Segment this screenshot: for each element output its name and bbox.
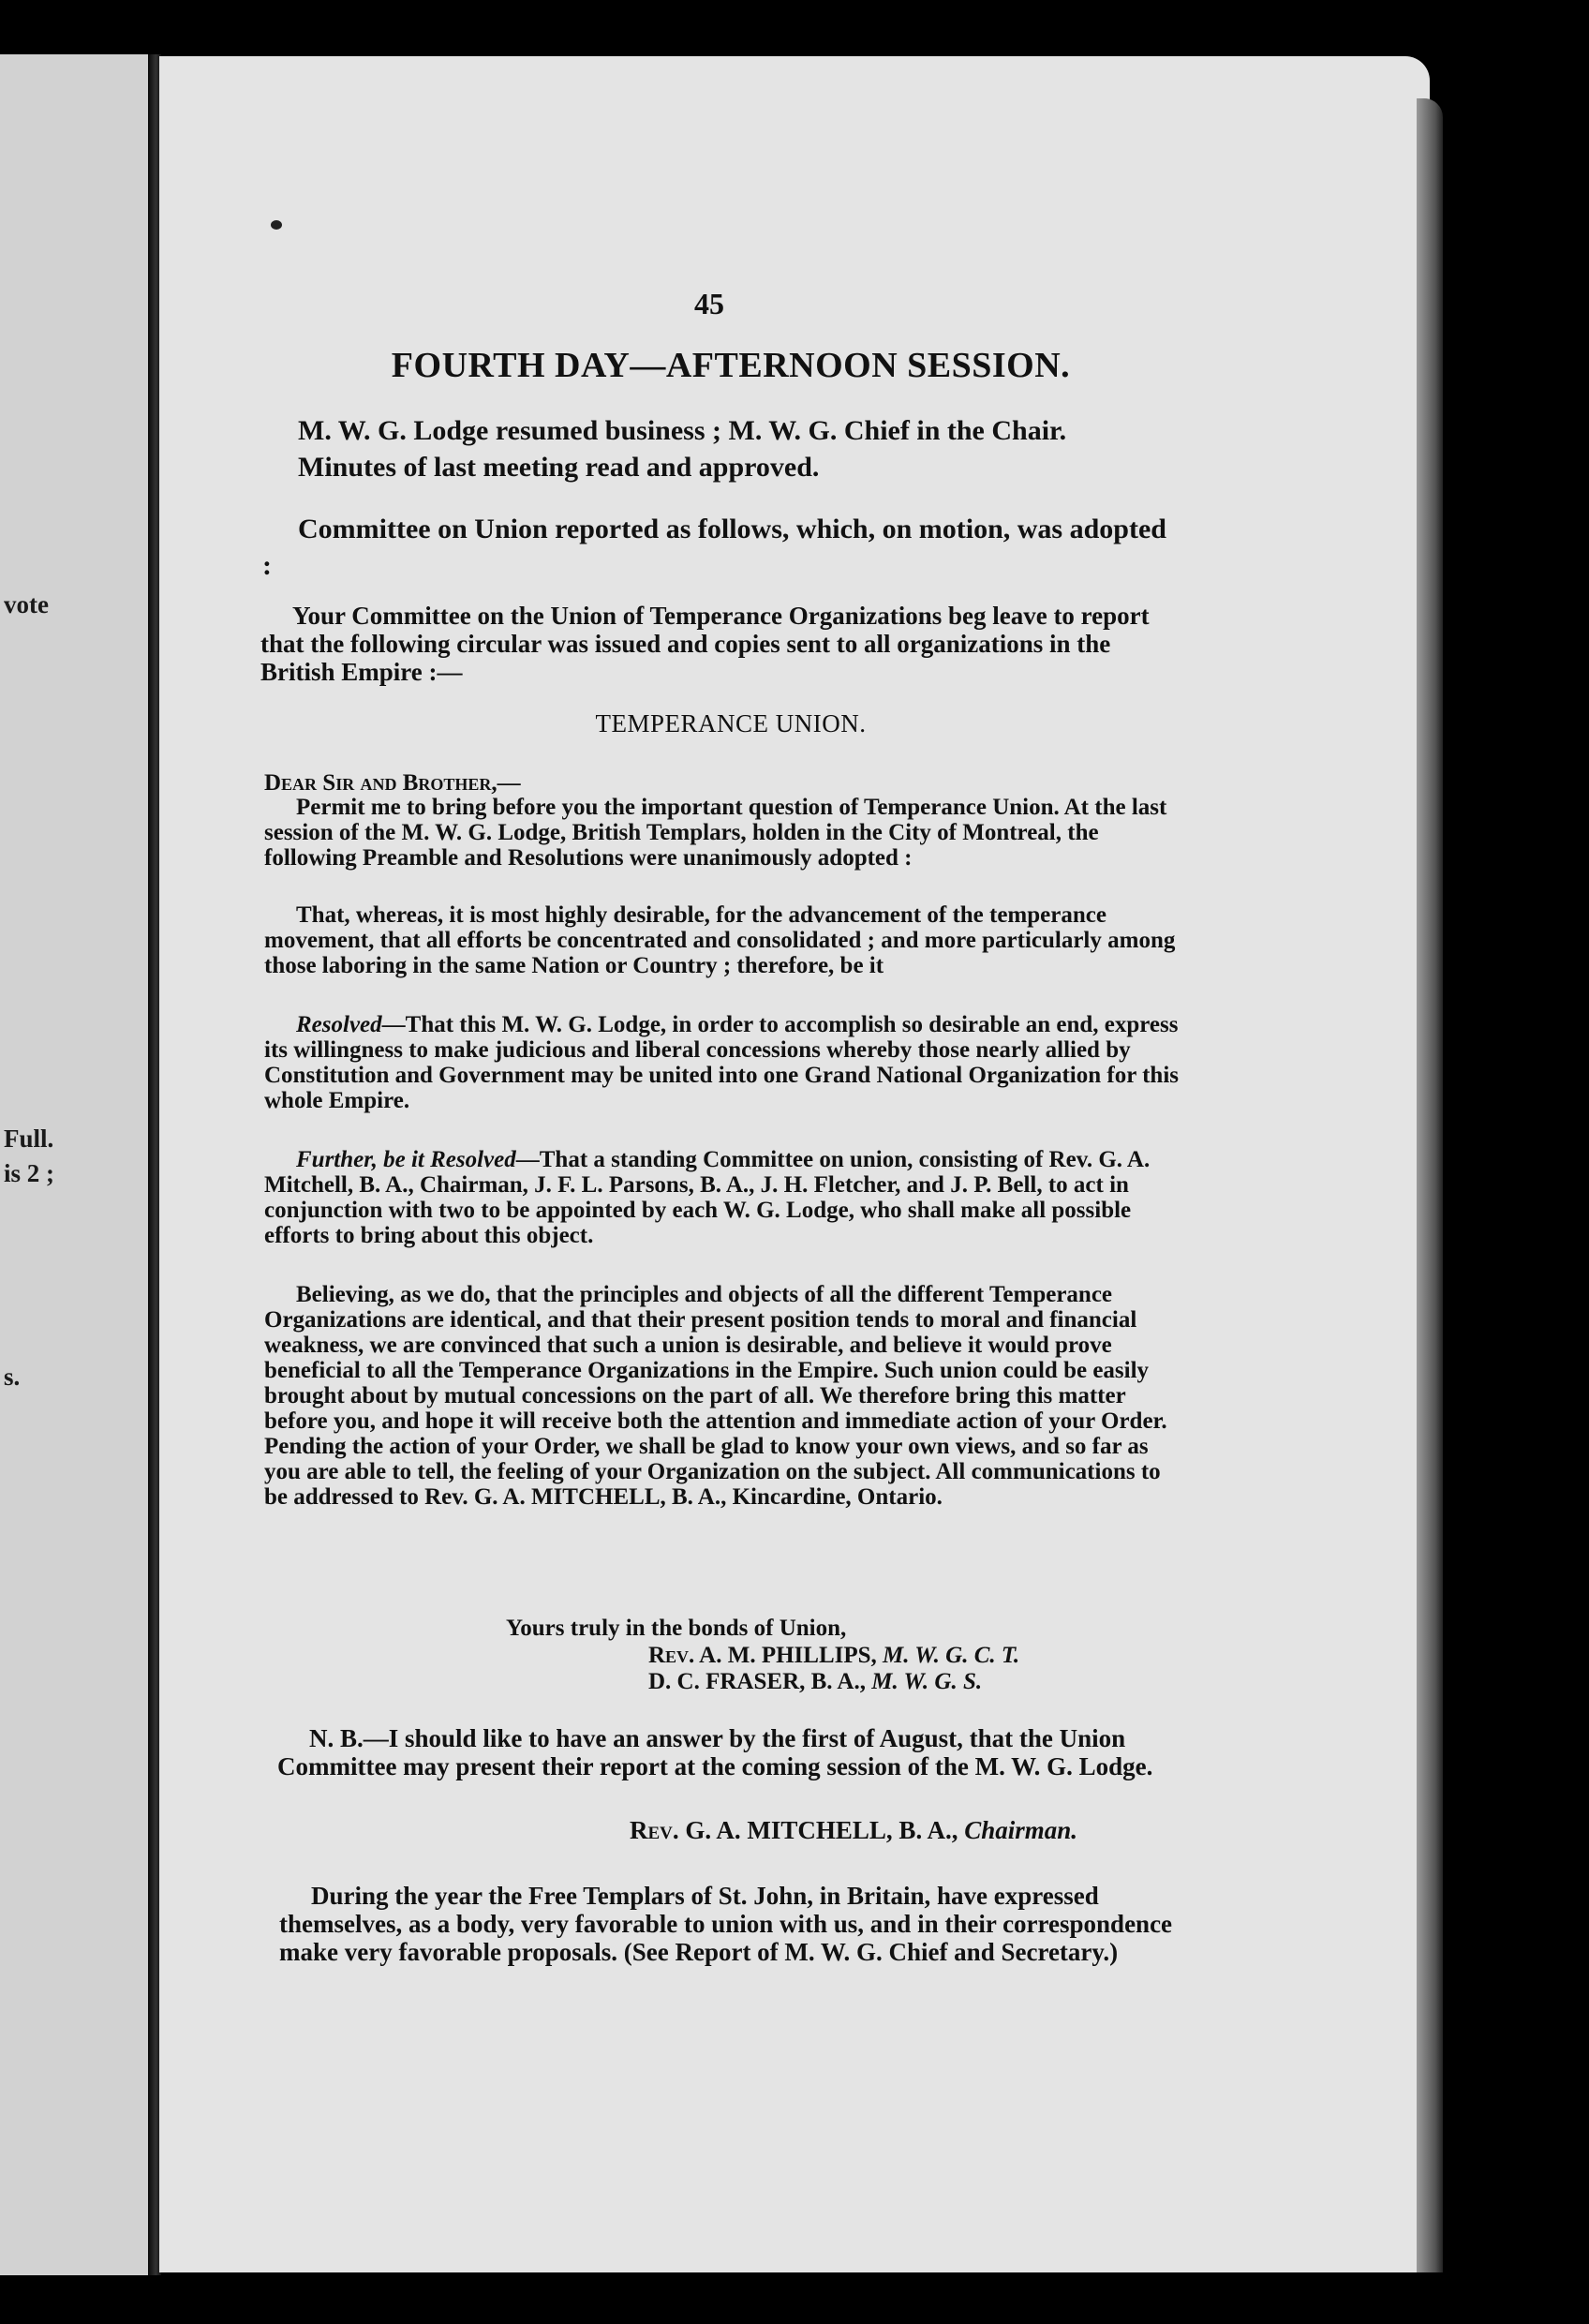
margin-fragment: Full.	[4, 1125, 54, 1153]
margin-fragment: vote	[4, 590, 49, 618]
page-edge-shadow	[1417, 98, 1443, 2272]
signature-line	[648, 1669, 982, 1694]
circular-paragraph: Permit me to bring before you the important question of Temperance Union. At the last session of the M. W. G. Lodge, British Templars, holden in the City of Montreal, the following Preamble and Resolutions were unanimously adopted :	[264, 795, 1167, 871]
signature-line	[630, 1816, 1077, 1844]
nb-paragraph: N. B.—I should like to have an answer by the first of August, that the Union Committee may present their report at the coming session of the M. W. G. Lodge.	[277, 1724, 1153, 1780]
further-resolved-text: —That a standing Committee on union, consisting of Rev. G. A. Mitchell, B. A., Chairman, J. F. L. Parsons, B. A., J. H. Fletcher, and J. P. Bell, to act in conjunction with two to be appointed by each W. G. Lodge, who shall make all possible efforts to bring about this object.	[264, 1147, 1151, 1248]
signatory-name: Rev. G. A. MITCHELL, B. A.,	[630, 1816, 958, 1844]
circular-paragraph	[264, 1147, 1185, 1248]
circular-paragraph: That, whereas, it is most highly desirable, for the advancement of the temperance movement, that all efforts be concentrated and consolidated ; and more particularly among those laboring in the same Nation or Country ; therefore, be it	[264, 902, 1176, 978]
report-intro: Your Committee on the Union of Temperance Organizations beg leave to report that the following circular was issued and copies sent to all organizations in the British Empire :—	[260, 602, 1150, 686]
signatory-title: M. W. G. C. T.	[883, 1643, 1020, 1668]
page-title: FOURTH DAY—AFTERNOON SESSION.	[391, 346, 1071, 385]
intro-paragraph: Committee on Union reported as follows, which, on motion, was adopted :	[262, 514, 1166, 581]
signatory-title: Chairman.	[964, 1816, 1078, 1844]
resolved-label: Resolved	[296, 1012, 382, 1037]
circular-paragraph: Believing, as we do, that the principles and objects of all the different Temperance Organizations are identical, and that their present position tends to moral and financial weakness, we are convinced that such a union is desirable, and believe it would prove beneficial to all the Temperance Organizations in the Empire. Such union could be easily brought about by mutual concessions on the part of all. We therefore bring this matter before you, and hope it will receive both the attention and immediate action of your Order. Pending the action of your Order, we shall be glad to know your own views, and so far as you are able to tell, the feeling of your Organization on the subject. All communications to be addressed to Rev. G. A. MITCHELL, B. A., Kincardine, Ontario.	[264, 1282, 1167, 1510]
circular-heading: TEMPERANCE UNION.	[595, 709, 867, 737]
margin-fragment: s.	[4, 1363, 21, 1391]
page-number: 45	[694, 287, 724, 320]
signatory-name: D. C. FRASER, B. A.,	[648, 1669, 866, 1694]
ink-mark	[271, 220, 282, 230]
signatory-name: Rev. A. M. PHILLIPS,	[648, 1643, 877, 1668]
closing-line: Yours truly in the bonds of Union,	[506, 1616, 847, 1641]
intro-paragraph: M. W. G. Lodge resumed business ; M. W. G. Chief in the Chair. Minutes of last meeting read and approved.	[298, 415, 1067, 483]
salutation: Dear Sir and Brother,—	[264, 770, 521, 796]
margin-fragment: is 2 ;	[4, 1159, 54, 1187]
further-resolved-label: Further, be it Resolved	[296, 1147, 516, 1172]
circular-paragraph	[264, 1012, 1185, 1113]
signature-line	[648, 1643, 1019, 1668]
resolved-text: —That this M. W. G. Lodge, in order to accomplish so desirable an end, express its willingness to make judicious and liberal concessions whereby those nearly allied by Constitution and Government may be united into one Grand National Organization for this whole Empire.	[264, 1012, 1180, 1113]
closing-paragraph: During the year the Free Templars of St. John, in Britain, have expressed themselves, as a body, very favorable to union with us, and in their correspondence make very favorable proposals. (See Report of M. W. G. Chief and Secretary.)	[279, 1882, 1173, 1966]
signatory-title: M. W. G. S.	[871, 1669, 983, 1694]
